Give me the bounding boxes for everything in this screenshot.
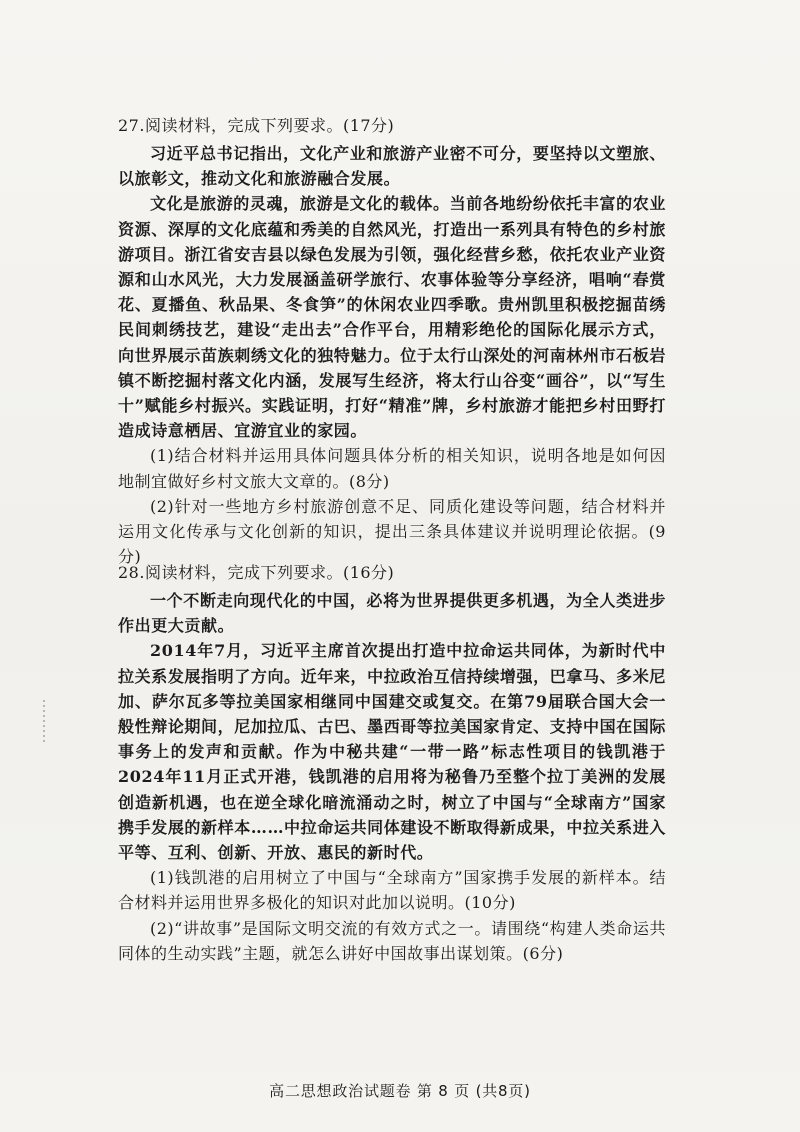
question-27-intro: 习近平总书记指出，文化产业和旅游产业密不可分，要坚持以文塑旅、以旅彰文，推动文化和旅游融合发展。 xyxy=(118,144,666,189)
scan-artifact-mark xyxy=(43,700,45,745)
question-28-intro: 一个不断走向现代化的中国，必将为世界提供更多机遇，为全人类进步作出更大贡献。 xyxy=(118,591,666,636)
page-footer: 高二思想政治试题卷 第 8 页 (共8页) xyxy=(269,1082,531,1100)
question-28-requirement-2: (2)“讲故事”是国际文明交流的有效方式之一。请围绕“构建人类命运共同体的生动实践”主题，就怎么讲好中国故事出谋划策。(6分) xyxy=(118,918,666,963)
question-27-requirement-1: (1)结合材料并运用具体问题具体分析的相关知识，说明各地是如何因地制宜做好乡村文旅大文章的。(8分) xyxy=(118,446,666,491)
question-28-material: 2014年7月，习近平主席首次提出打造中拉命运共同体，为新时代中拉关系发展指明了方向。近年来，中拉政治互信持续增强，巴拿马、多米尼加、萨尔瓦多等拉美国家相继同中国建交或复交。在第79届联合国大会一般性辩论期间，尼加拉瓜、古巴、墨西哥等拉美国家肯定、支持中国在国际事务上的发声和贡献。作为中秘共建“一带一路”标志性项目的钱凯港于2024年11月正式开港，钱凯港的启用将为秘鲁乃至整个拉丁美洲的发展创造新机遇，也在逆全球化暗流涌动之时，树立了中国与“全球南方”国家携手发展的新样本……中拉命运共同体建设不断取得新成果，中拉关系进入平等、互利、创新、开放、惠民的新时代。 xyxy=(118,641,666,863)
question-28-requirement-1: (1)钱凯港的启用树立了中国与“全球南方”国家携手发展的新样本。结合材料并运用世界多极化的知识对此加以说明。(10分) xyxy=(118,868,666,913)
question-27-requirement-2: (2)针对一些地方乡村旅游创意不足、同质化建设等问题，结合材料并运用文化传承与文化创新的知识，提出三条具体建议并说明理论依据。(9分) xyxy=(118,496,666,567)
question-27 xyxy=(118,113,666,569)
question-28-heading: 28.阅读材料，完成下列要求。(16分) xyxy=(118,563,395,582)
question-28 xyxy=(118,560,666,966)
question-27-heading: 27.阅读材料，完成下列要求。(17分) xyxy=(118,116,395,135)
question-27-material: 文化是旅游的灵魂，旅游是文化的载体。当前各地纷纷依托丰富的农业资源、深厚的文化底蕴和秀美的自然风光，打造出一系列具有特色的乡村旅游项目。浙江省安吉县以绿色发展为引领，强化经营乡愁，依托农业产业资源和山水风光，大力发展涵盖研学旅行、农事体验等分享经济，唱响“春赏花、夏播鱼、秋品果、冬食笋”的休闲农业四季歌。贵州凯里积极挖掘苗绣民间刺绣技艺，建设“走出去”合作平台，用精彩绝伦的国际化展示方式，向世界展示苗族刺绣文化的独特魅力。位于太行山深处的河南林州市石板岩镇不断挖掘村落文化内涵，发展写生经济，将太行山谷变“画谷”，以“写生十”赋能乡村振兴。实践证明，打好“精准”牌，乡村旅游才能把乡村田野打造成诗意栖居、宜游宜业的家园。 xyxy=(118,194,666,441)
